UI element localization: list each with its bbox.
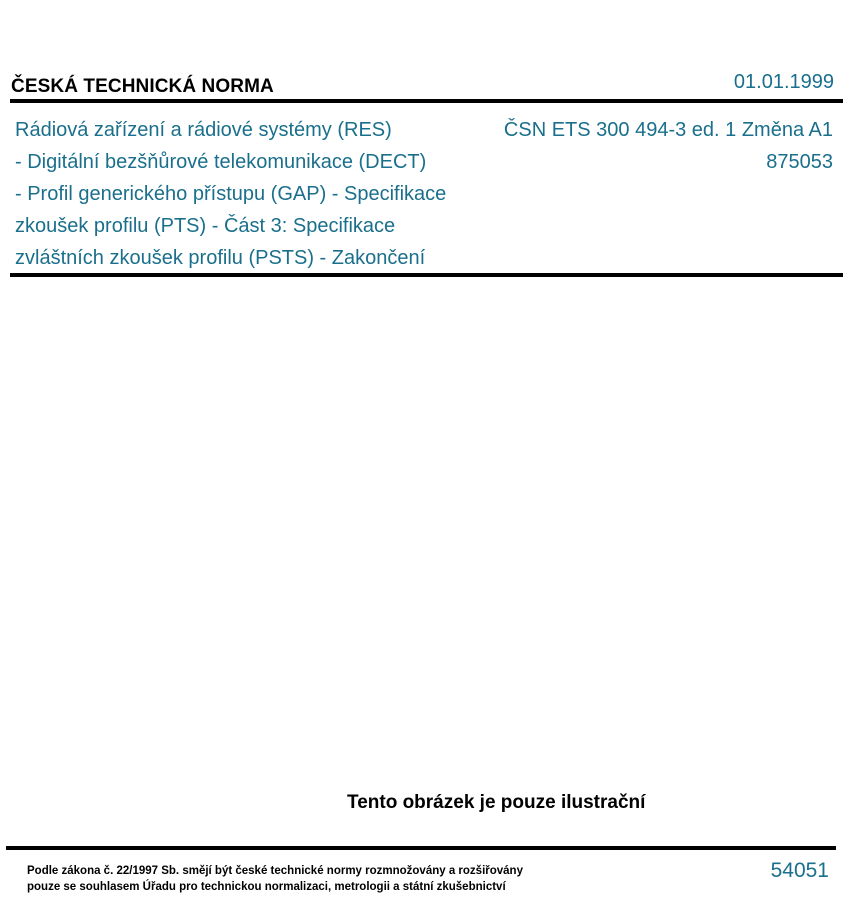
document-type-heading: ČESKÁ TECHNICKÁ NORMA — [11, 76, 274, 97]
title-line: zkoušek profilu (PTS) - Část 3: Specifikace — [15, 215, 396, 237]
title-line: - Digitální bezšňůrové telekomunikace (DECT) — [15, 151, 427, 173]
standard-identifiers — [504, 114, 833, 178]
legal-line: Podle zákona č. 22/1997 Sb. smějí být české technické normy rozmnožovány a rozšiřovány — [27, 865, 523, 877]
title-line: Rádiová zařízení a rádiové systémy (RES) — [15, 119, 392, 141]
standard-code: ČSN ETS 300 494-3 ed. 1 Změna A1 — [503, 119, 833, 141]
standard-title — [15, 114, 485, 274]
footer-number: 54051 — [770, 859, 829, 882]
class-number: 875053 — [766, 151, 833, 173]
legal-line: pouze se souhlasem Úřadu pro technickou normalizaci, metrologii a státní zkušebnictví — [27, 881, 506, 893]
title-line: - Profil generického přístupu (GAP) - Specifikace — [15, 183, 447, 205]
footer-divider — [6, 846, 836, 850]
illustration-note: Tento obrázek je pouze ilustrační — [347, 792, 646, 813]
top-divider — [10, 99, 843, 103]
title-divider — [10, 273, 843, 277]
legal-notice — [27, 863, 523, 895]
title-line: zvláštních zkoušek profilu (PSTS) - Zakončení — [15, 247, 426, 269]
effective-date: 01.01.1999 — [733, 71, 834, 93]
